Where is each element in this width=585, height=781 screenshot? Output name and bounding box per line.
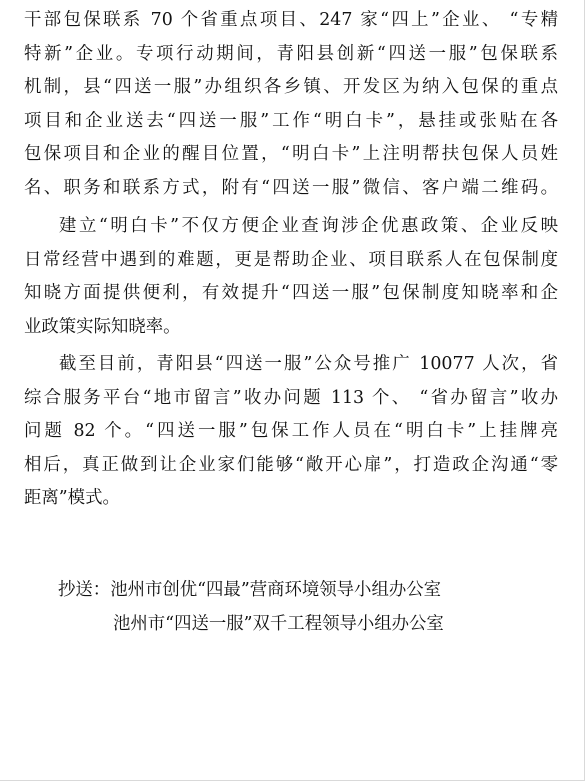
text-line: 业政策实际知晓率。 [24,316,181,337]
text-line: 名、职务和联系方式，附有“四送一服”微信、客户端二维码。 [24,177,558,198]
text-line: 相后，真正做到让企业家们能够“敞开心扉”，打造政企沟通“零 [24,454,558,475]
text-line: 建立“明白卡”不仅方便企业查询涉企优惠政策、企业反映 [59,216,558,236]
cc-recipient: 池州市“四送一服”双千工程领导小组办公室 [113,613,444,634]
cc-recipient: 池州市创优“四最”营商环境领导小组办公室 [110,580,442,600]
text-line: 项目和企业送去“四送一服”工作“明白卡”，悬挂或张贴在各 [24,110,558,131]
text-line: 距离”模式。 [24,488,120,508]
text-line: 知晓方面提供便利，有效提升“四送一服”包保制度知晓率和企 [24,283,558,303]
text-line: 包保项目和企业的醒目位置，“明白卡”上注明帮扶包保人员姓 [24,144,558,164]
paragraph-mingbaika [24,210,558,344]
cc-row-1 [58,574,538,608]
cc-row-2 [58,608,538,642]
cc-section [58,574,538,641]
paragraph-statistics [24,348,558,516]
text-line: 综合服务平台“地市留言”收办问题 113 个、 “省办留言”收办 [24,387,558,408]
text-line: 问题 82 个。“四送一服”包保工作人员在“明白卡”上挂牌亮 [24,421,558,441]
text-line: 干部包保联系 70 个省重点项目、247 家“四上”企业、 “专精 [24,10,558,30]
text-line: 日常经营中遇到的难题，更是帮助企业、项目联系人在包保制度 [24,249,558,270]
text-line: 截至目前，青阳县“四送一服”公众号推广 10077 人次，省 [59,354,558,374]
paragraph-continuation [24,4,558,205]
text-line: 机制，县“四送一服”办组织各乡镇、开发区为纳入包保的重点 [24,77,558,97]
cc-label: 抄送： [58,580,111,600]
text-line: 特新”企业。专项行动期间，青阳县创新“四送一服”包保联系 [24,43,558,64]
